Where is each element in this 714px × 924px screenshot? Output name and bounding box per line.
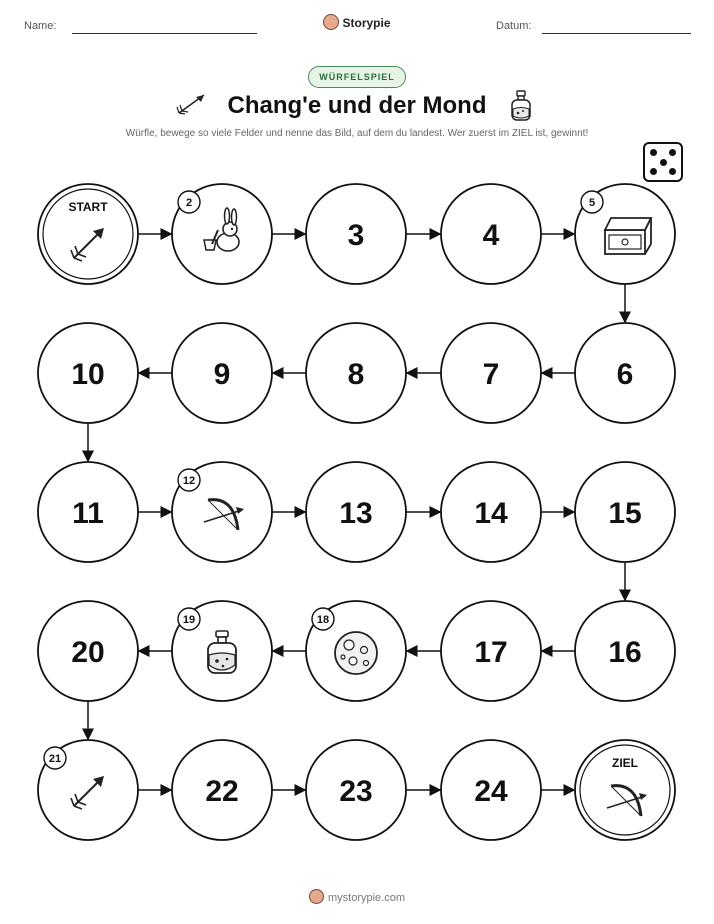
field-number: 24: [474, 775, 508, 808]
field-number: 6: [616, 358, 634, 391]
field-number: 13: [339, 497, 373, 530]
board-field[interactable]: [441, 184, 541, 284]
board-field[interactable]: [306, 323, 406, 423]
board-field[interactable]: [172, 323, 272, 423]
field-number: 19: [182, 614, 196, 626]
date-label: Datum:: [496, 20, 532, 32]
board-field[interactable]: [575, 323, 675, 423]
board-field[interactable]: [38, 323, 138, 423]
page-title: Chang'e und der Mond: [227, 92, 487, 119]
board-field[interactable]: [38, 601, 138, 701]
board-field[interactable]: [306, 184, 406, 284]
instructions: Würfle, bewege so viele Felder und nenne das Bild, auf dem du landest. Wer zuerst im ZIEL ist, gewinnt!: [125, 128, 589, 139]
field-number: 10: [71, 358, 105, 391]
field-number: 22: [205, 775, 239, 808]
board-field[interactable]: [172, 462, 272, 562]
field-number: 4: [482, 219, 500, 252]
field-number: 16: [608, 636, 642, 669]
footer-url: mystorypie.com: [327, 892, 406, 904]
field-number: 3: [347, 219, 365, 252]
field-number: 9: [213, 358, 231, 391]
moon-icon: [335, 632, 377, 674]
field-number: 11: [72, 497, 104, 530]
board-field[interactable]: [441, 740, 541, 840]
board-field[interactable]: [575, 184, 675, 284]
field-number: 17: [474, 636, 508, 669]
board-field[interactable]: [172, 601, 272, 701]
field-number: 14: [474, 497, 508, 530]
field-number: 15: [608, 497, 642, 530]
board-field[interactable]: [441, 462, 541, 562]
field-number: 23: [339, 775, 373, 808]
footer: [0, 889, 714, 904]
field-number: 20: [71, 636, 105, 669]
board-field[interactable]: [306, 462, 406, 562]
field-number: 21: [48, 753, 62, 765]
board-field[interactable]: [172, 740, 272, 840]
treasure-chest-icon: [605, 218, 651, 254]
name-label: Name:: [24, 20, 57, 32]
board-field[interactable]: [441, 601, 541, 701]
field-number: 18: [316, 614, 330, 626]
field-label: ZIEL: [612, 756, 638, 770]
field-number: 12: [182, 475, 196, 487]
field-number: 7: [482, 358, 500, 391]
storypie-logo-icon: [309, 889, 324, 904]
goal-field[interactable]: [575, 740, 675, 840]
field-label: START: [68, 200, 108, 214]
board-field[interactable]: [306, 740, 406, 840]
board-field[interactable]: [38, 462, 138, 562]
field-number: 8: [347, 358, 365, 391]
board-field[interactable]: [306, 601, 406, 701]
board-field[interactable]: [172, 184, 272, 284]
board-field[interactable]: [38, 740, 138, 840]
board-field[interactable]: [575, 462, 675, 562]
game-type-badge: WÜRFELSPIEL: [308, 66, 406, 88]
board-field[interactable]: [441, 323, 541, 423]
field-number: 5: [588, 197, 596, 209]
brand-name: Storypie: [342, 16, 391, 30]
board-field[interactable]: [575, 601, 675, 701]
field-number: 2: [185, 197, 193, 209]
start-field[interactable]: [38, 184, 138, 284]
